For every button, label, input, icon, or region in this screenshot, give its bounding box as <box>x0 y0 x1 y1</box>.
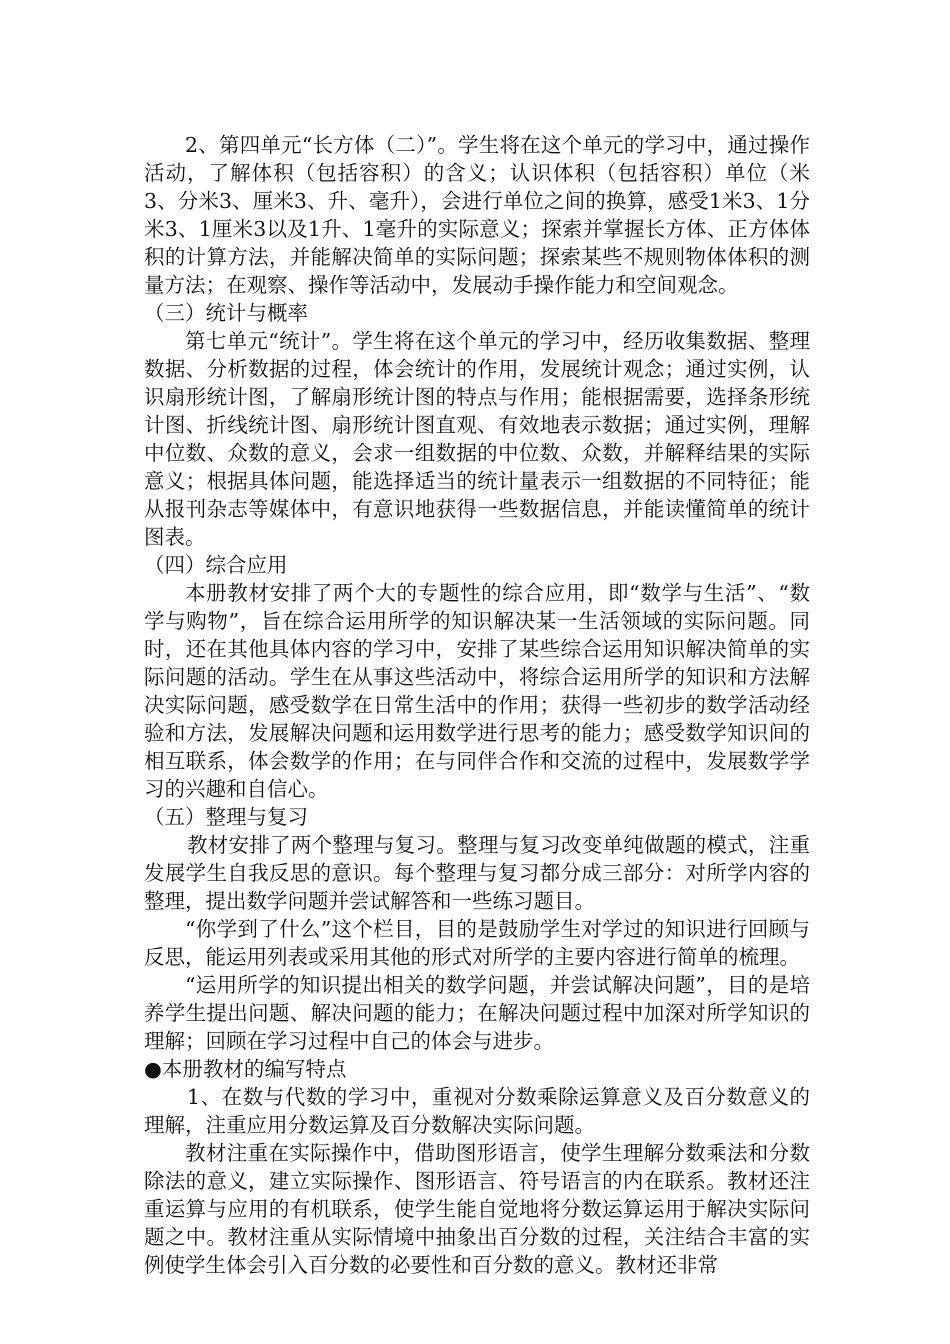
paragraph-unit-seven: 第七单元“统计”。学生将在这个单元的学习中，经历收集数据、整理数据、分析数据的过程，体会统计的作用，发展统计观念；通过实例，认识扇形统计图，了解扇形统计图的特点与作用；能根据需要，选择条形统计图、折线统计图、扇形统计图直观、有效地表示数据；通过实例，理解中位数、众数的意义，会求一组数据的中位数、众数，并解释结果的实际意义；根据具体问题，能选择适当的统计量表示一组数据的不同特征；能从报刊杂志等媒体中，有意识地获得一些数据信息，并能读懂简单的统计图表。 <box>144 329 810 549</box>
heading-review: （五）整理与复习 <box>144 805 308 829</box>
heading-textbook-features: ●本册教材的编写特点 <box>144 1057 347 1081</box>
document-page <box>144 131 810 1279</box>
paragraph-feature-one-detail: 教材注重在实际操作中，借助图形语言，使学生理解分数乘法和分数除法的意义，建立实际操作、图形语言、符号语言的内在联系。教材还注重运算与应用的有机联系，使学生能自觉地将分数运算运用于解决实际问题之中。教材注重从实际情境中抽象出百分数的过程，关注结合丰富的实例使学生体会引入百分数的必要性和百分数的意义。教材还非常 <box>144 1141 810 1277</box>
heading-statistics-probability: （三）统计与概率 <box>144 301 308 325</box>
heading-comprehensive-application: （四）综合应用 <box>144 553 288 577</box>
paragraph-apply-knowledge: “运用所学的知识提出相关的数学问题，并尝试解决问题”，目的是培养学生提出问题、解决问题的能力；在解决问题过程中加深对所学知识的理解；回顾在学习过程中自己的体会与进步。 <box>144 973 810 1053</box>
paragraph-comprehensive-application: 本册教材安排了两个大的专题性的综合应用，即“数学与生活”、“数学与购物”，旨在综合运用所学的知识解决某一生活领域的实际问题。同时，还在其他具体内容的学习中，安排了某些综合运用知识解决简单的实际问题的活动。学生在从事这些活动中，将综合运用所学的知识和方法解决实际问题，感受数学在日常生活中的作用；获得一些初步的数学活动经验和方法，发展解决问题和运用数学进行思考的能力；感受数学知识间的相互联系，体会数学的作用；在与同伴合作和交流的过程中，发展数学学习的兴趣和自信心。 <box>144 581 810 801</box>
paragraph-review-intro: 教材安排了两个整理与复习。整理与复习改变单纯做题的模式，注重发展学生自我反思的意识。每个整理与复习都分成三部分：对所学内容的整理，提出数学问题并尝试解答和一些练习题目。 <box>144 833 810 913</box>
paragraph-unit-four: 2、第四单元“长方体（二）”。学生将在这个单元的学习中，通过操作活动，了解体积（包括容积）的含义；认识体积（包括容积）单位（米3、分米3、厘米3、升、毫升），会进行单位之间的换算，感受1米3、1分米3、1厘米3以及1升、1毫升的实际意义；探索并掌握长方体、正方体体积的计算方法，并能解决简单的实际问题；探索某些不规则物体体积的测量方法；在观察、操作等活动中，发展动手操作能力和空间观念。 <box>144 133 810 297</box>
paragraph-feature-one: 1、在数与代数的学习中，重视对分数乘除运算意义及百分数意义的理解，注重应用分数运算及百分数解决实际问题。 <box>144 1085 810 1137</box>
paragraph-what-you-learned: “你学到了什么”这个栏目，目的是鼓励学生对学过的知识进行回顾与反思，能运用列表或采用其他的形式对所学的主要内容进行简单的梳理。 <box>144 917 810 969</box>
